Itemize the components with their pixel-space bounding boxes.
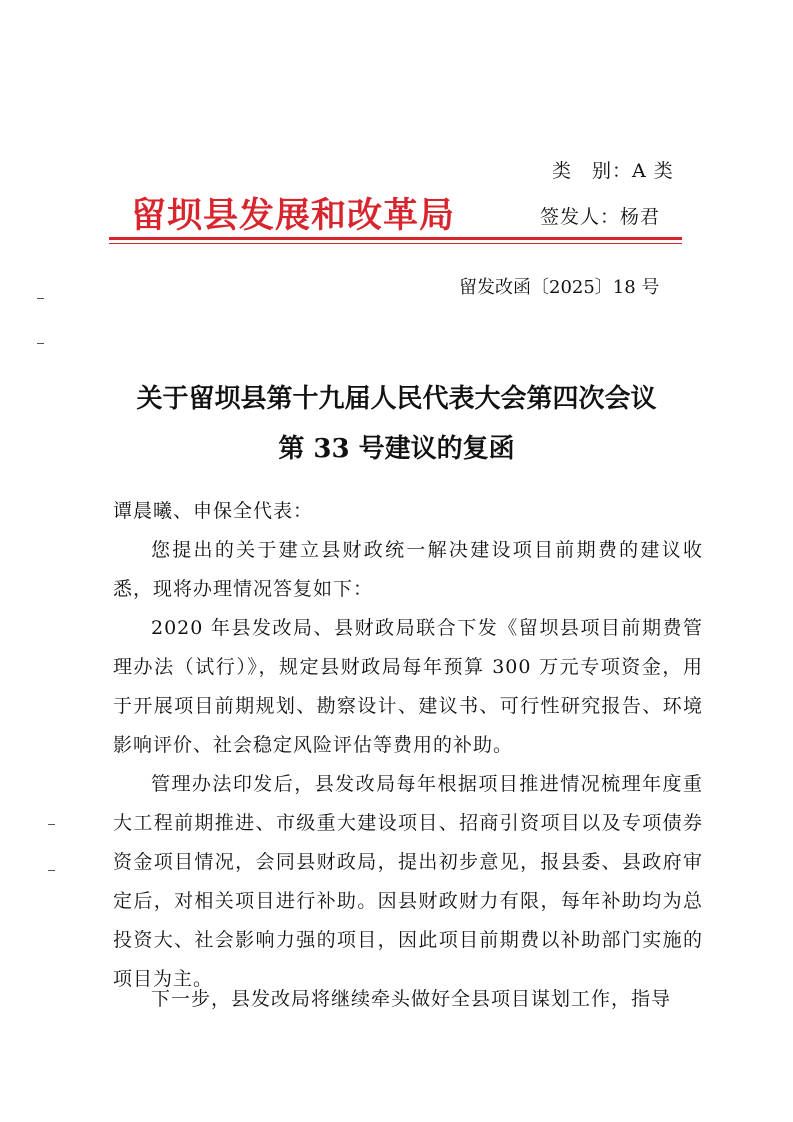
- header-divider-thick: [109, 237, 682, 240]
- document-title-line-1: 关于留坝县第十九届人民代表大会第四次会议: [136, 384, 657, 414]
- document-number: 留发改函〔2025〕18 号: [459, 277, 660, 298]
- margin-mark: [48, 824, 55, 825]
- body-paragraph: 下一步，县发改局将继续牵头做好全县项目谋划工作，指导: [151, 988, 672, 1010]
- document-title-line-2: 第 33 号建议的复函: [278, 434, 515, 464]
- margin-mark: [37, 343, 44, 344]
- body-paragraph: 管理办法印发后，县发改局每年根据项目推进情况梳理年度重大工程前期推进、市级重大建设项目、招商引资项目以及专项债券资金项目情况，会同县财政局，提出初步意见，报县委、县政府审定后，对相关项目进行补助。因县财政财力有限，每年补助均为总投资大、社会影响力强的项目，因此项目前期费以补助部门实施的项目为主。: [113, 773, 703, 990]
- agency-name: 留坝县发展和改革局: [131, 195, 456, 236]
- margin-mark: [48, 870, 55, 871]
- document-category: 类 别：A 类: [552, 160, 674, 182]
- header-divider-thin: [109, 243, 682, 244]
- document-signer: 签发人：杨君: [540, 206, 661, 228]
- salutation: 谭晨曦、申保全代表：: [113, 500, 314, 522]
- body-paragraph: 您提出的关于建立县财政统一解决建设项目前期费的建议收悉，现将办理情况答复如下：: [113, 539, 703, 600]
- body-paragraph: 2020 年县发改局、县财政局联合下发《留坝县项目前期费管理办法（试行）》，规定县财政局每年预算 300 万元专项资金，用于开展项目前期规划、勘察设计、建议书、可行性研究报告、环境影响评价、社会稳定风险评估等费用的补助。: [113, 617, 703, 756]
- margin-mark: [37, 298, 44, 299]
